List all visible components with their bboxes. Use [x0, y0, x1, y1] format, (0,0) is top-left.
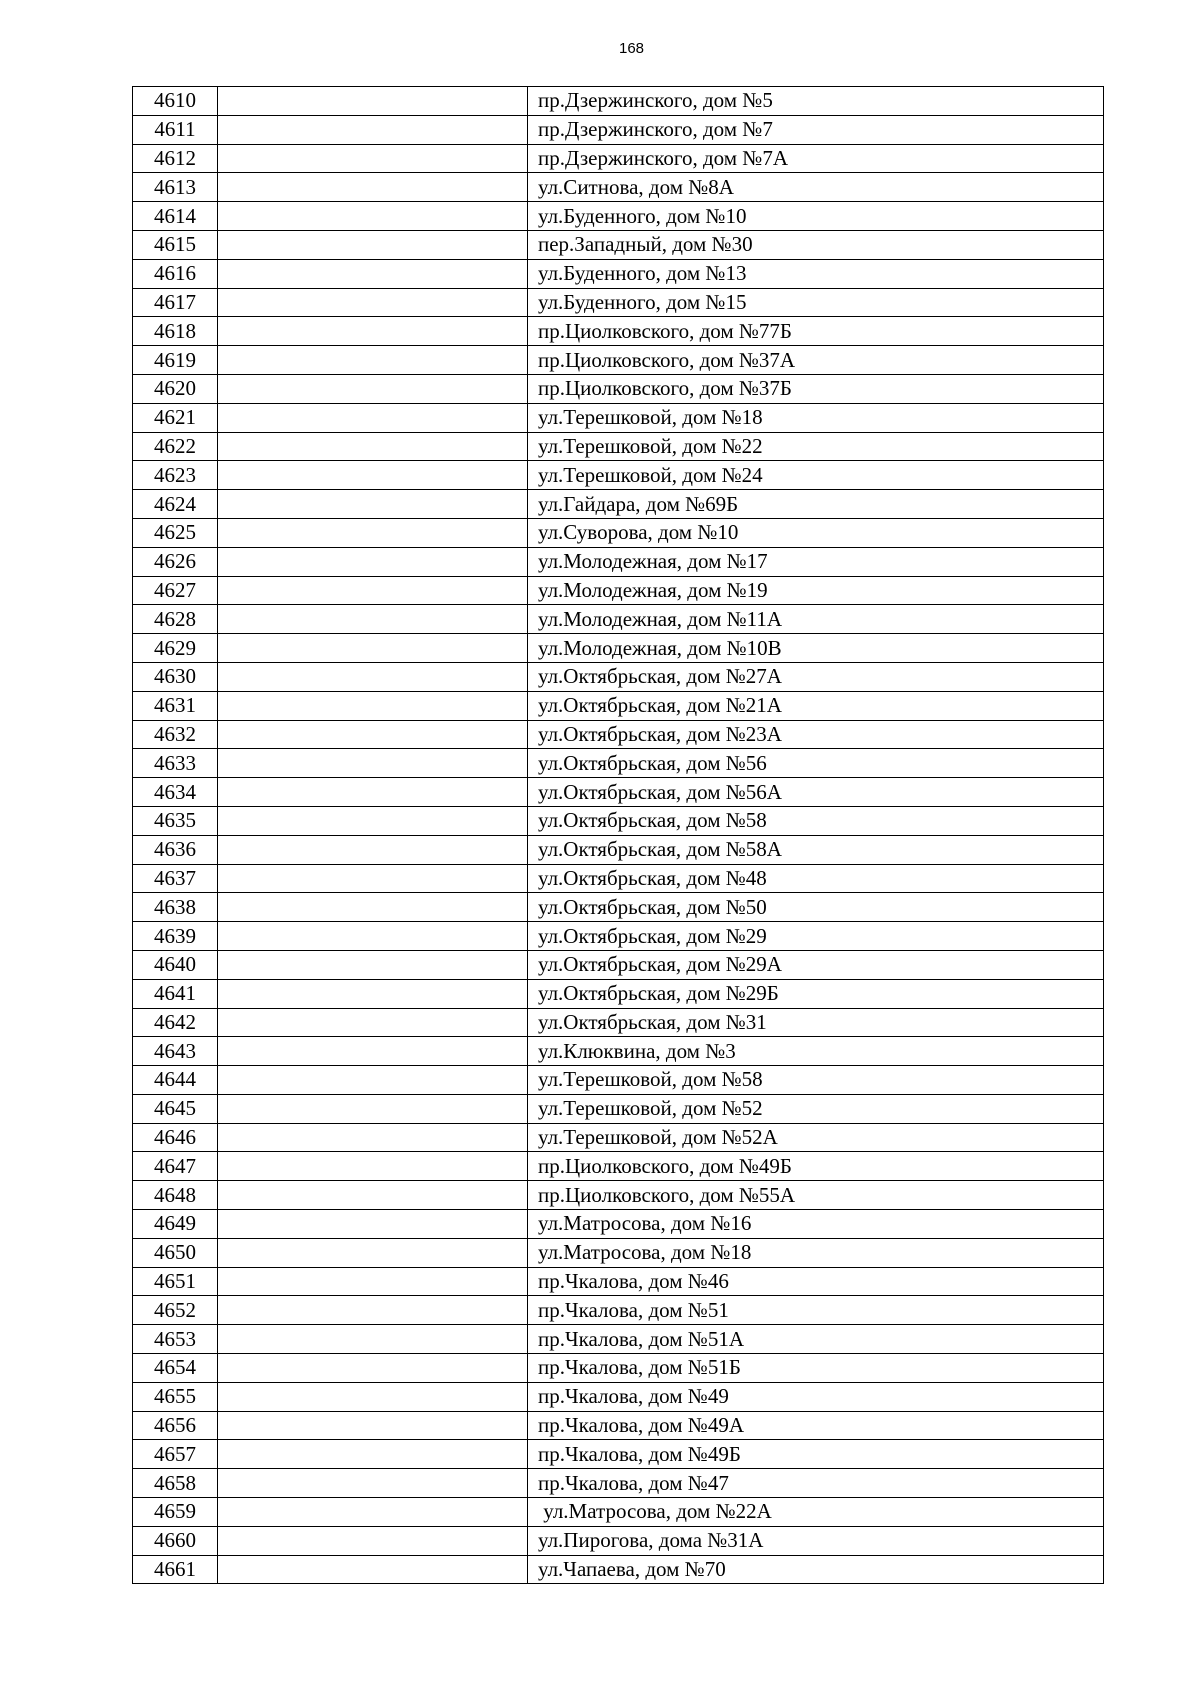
- table-row: [133, 547, 1104, 576]
- row-number: 4614: [133, 202, 218, 231]
- row-number: 4656: [133, 1411, 218, 1440]
- empty-cell: [218, 115, 528, 144]
- empty-cell: [218, 346, 528, 375]
- row-number: 4633: [133, 749, 218, 778]
- address-cell: ул.Матросова, дом №18: [528, 1238, 1104, 1267]
- address-cell: ул.Буденного, дом №10: [528, 202, 1104, 231]
- row-number: 4659: [133, 1498, 218, 1527]
- table-row: [133, 202, 1104, 231]
- row-number: 4615: [133, 230, 218, 259]
- empty-cell: [218, 403, 528, 432]
- table-row: [133, 346, 1104, 375]
- row-number: 4647: [133, 1152, 218, 1181]
- table-row: [133, 979, 1104, 1008]
- address-cell: ул.Ситнова, дом №8А: [528, 173, 1104, 202]
- table-row: [133, 1238, 1104, 1267]
- address-cell: пр.Циолковского, дом №55А: [528, 1181, 1104, 1210]
- address-cell: ул.Октябрьская, дом №48: [528, 864, 1104, 893]
- table-row: [133, 115, 1104, 144]
- table-row: [133, 691, 1104, 720]
- empty-cell: [218, 144, 528, 173]
- row-number: 4648: [133, 1181, 218, 1210]
- address-cell: ул.Суворова, дом №10: [528, 518, 1104, 547]
- row-number: 4654: [133, 1354, 218, 1383]
- row-number: 4661: [133, 1555, 218, 1584]
- row-number: 4610: [133, 87, 218, 116]
- address-cell: ул.Терешковой, дом №52А: [528, 1123, 1104, 1152]
- row-number: 4657: [133, 1440, 218, 1469]
- empty-cell: [218, 1411, 528, 1440]
- table-row: [133, 1354, 1104, 1383]
- address-cell: ул.Октябрьская, дом №29А: [528, 950, 1104, 979]
- empty-cell: [218, 634, 528, 663]
- table-row: [133, 922, 1104, 951]
- table-row: [133, 806, 1104, 835]
- address-cell: пер.Западный, дом №30: [528, 230, 1104, 259]
- row-number: 4628: [133, 605, 218, 634]
- empty-cell: [218, 979, 528, 1008]
- address-cell: пр.Чкалова, дом №46: [528, 1267, 1104, 1296]
- address-cell: ул.Октябрьская, дом №56А: [528, 778, 1104, 807]
- empty-cell: [218, 749, 528, 778]
- address-cell: пр.Циолковского, дом №37А: [528, 346, 1104, 375]
- table-row: [133, 605, 1104, 634]
- table-row: [133, 1181, 1104, 1210]
- row-number: 4630: [133, 662, 218, 691]
- empty-cell: [218, 1382, 528, 1411]
- empty-cell: [218, 1094, 528, 1123]
- row-number: 4616: [133, 259, 218, 288]
- row-number: 4624: [133, 490, 218, 519]
- address-cell: ул.Терешковой, дом №58: [528, 1066, 1104, 1095]
- empty-cell: [218, 950, 528, 979]
- empty-cell: [218, 864, 528, 893]
- table-row: [133, 432, 1104, 461]
- table-row: [133, 173, 1104, 202]
- empty-cell: [218, 893, 528, 922]
- table-row: [133, 1382, 1104, 1411]
- address-cell: пр.Дзержинского, дом №7: [528, 115, 1104, 144]
- address-cell: ул.Пирогова, дома №31А: [528, 1526, 1104, 1555]
- table-row: [133, 1210, 1104, 1239]
- empty-cell: [218, 87, 528, 116]
- empty-cell: [218, 1440, 528, 1469]
- table-row: [133, 1555, 1104, 1584]
- row-number: 4637: [133, 864, 218, 893]
- table-row: [133, 1440, 1104, 1469]
- row-number: 4650: [133, 1238, 218, 1267]
- empty-cell: [218, 662, 528, 691]
- address-cell: ул.Гайдара, дом №69Б: [528, 490, 1104, 519]
- table-row: [133, 1267, 1104, 1296]
- empty-cell: [218, 720, 528, 749]
- empty-cell: [218, 259, 528, 288]
- row-number: 4629: [133, 634, 218, 663]
- row-number: 4632: [133, 720, 218, 749]
- table-row: [133, 720, 1104, 749]
- table-row: [133, 835, 1104, 864]
- empty-cell: [218, 1037, 528, 1066]
- row-number: 4642: [133, 1008, 218, 1037]
- row-number: 4623: [133, 461, 218, 490]
- address-cell: ул.Терешковой, дом №22: [528, 432, 1104, 461]
- table-row: [133, 1296, 1104, 1325]
- row-number: 4622: [133, 432, 218, 461]
- empty-cell: [218, 806, 528, 835]
- table-row: [133, 144, 1104, 173]
- row-number: 4617: [133, 288, 218, 317]
- table-row: [133, 490, 1104, 519]
- empty-cell: [218, 1469, 528, 1498]
- row-number: 4635: [133, 806, 218, 835]
- empty-cell: [218, 317, 528, 346]
- row-number: 4646: [133, 1123, 218, 1152]
- table-row: [133, 634, 1104, 663]
- table-row: [133, 1469, 1104, 1498]
- address-table-body: [133, 87, 1104, 1584]
- empty-cell: [218, 1498, 528, 1527]
- table-row: [133, 317, 1104, 346]
- row-number: 4658: [133, 1469, 218, 1498]
- row-number: 4618: [133, 317, 218, 346]
- table-row: [133, 778, 1104, 807]
- row-number: 4644: [133, 1066, 218, 1095]
- table-row: [133, 1526, 1104, 1555]
- table-row: [133, 1037, 1104, 1066]
- address-cell: пр.Чкалова, дом №51: [528, 1296, 1104, 1325]
- empty-cell: [218, 1181, 528, 1210]
- row-number: 4641: [133, 979, 218, 1008]
- address-cell: ул.Терешковой, дом №18: [528, 403, 1104, 432]
- table-row: [133, 288, 1104, 317]
- row-number: 4638: [133, 893, 218, 922]
- row-number: 4627: [133, 576, 218, 605]
- address-cell: ул.Октябрьская, дом №21А: [528, 691, 1104, 720]
- empty-cell: [218, 1526, 528, 1555]
- row-number: 4625: [133, 518, 218, 547]
- address-cell: пр.Циолковского, дом №37Б: [528, 374, 1104, 403]
- empty-cell: [218, 1238, 528, 1267]
- empty-cell: [218, 461, 528, 490]
- row-number: 4639: [133, 922, 218, 951]
- row-number: 4621: [133, 403, 218, 432]
- address-cell: ул.Молодежная, дом №11А: [528, 605, 1104, 634]
- table-row: [133, 864, 1104, 893]
- address-cell: ул.Молодежная, дом №10В: [528, 634, 1104, 663]
- address-cell: пр.Чкалова, дом №51А: [528, 1325, 1104, 1354]
- empty-cell: [218, 778, 528, 807]
- table-row: [133, 1123, 1104, 1152]
- table-row: [133, 662, 1104, 691]
- empty-cell: [218, 1066, 528, 1095]
- row-number: 4611: [133, 115, 218, 144]
- table-row: [133, 518, 1104, 547]
- address-cell: ул.Буденного, дом №15: [528, 288, 1104, 317]
- address-cell: пр.Циолковского, дом №49Б: [528, 1152, 1104, 1181]
- empty-cell: [218, 432, 528, 461]
- row-number: 4651: [133, 1267, 218, 1296]
- empty-cell: [218, 605, 528, 634]
- address-cell: ул.Октябрьская, дом №58: [528, 806, 1104, 835]
- address-cell: пр.Чкалова, дом №49: [528, 1382, 1104, 1411]
- address-cell: ул.Октябрьская, дом №50: [528, 893, 1104, 922]
- empty-cell: [218, 1008, 528, 1037]
- address-cell: ул.Клюквина, дом №3: [528, 1037, 1104, 1066]
- empty-cell: [218, 835, 528, 864]
- empty-cell: [218, 1354, 528, 1383]
- table-row: [133, 1152, 1104, 1181]
- table-row: [133, 893, 1104, 922]
- address-cell: ул.Октябрьская, дом №23А: [528, 720, 1104, 749]
- row-number: 4626: [133, 547, 218, 576]
- empty-cell: [218, 1152, 528, 1181]
- row-number: 4655: [133, 1382, 218, 1411]
- empty-cell: [218, 922, 528, 951]
- address-cell: пр.Чкалова, дом №47: [528, 1469, 1104, 1498]
- address-cell: пр.Чкалова, дом №49А: [528, 1411, 1104, 1440]
- address-cell: ул.Октябрьская, дом №58А: [528, 835, 1104, 864]
- address-cell: ул.Терешковой, дом №52: [528, 1094, 1104, 1123]
- address-cell: пр.Циолковского, дом №77Б: [528, 317, 1104, 346]
- address-cell: пр.Чкалова, дом №49Б: [528, 1440, 1104, 1469]
- address-cell: ул.Октябрьская, дом №29: [528, 922, 1104, 951]
- table-row: [133, 259, 1104, 288]
- empty-cell: [218, 230, 528, 259]
- row-number: 4645: [133, 1094, 218, 1123]
- table-row: [133, 576, 1104, 605]
- table-row: [133, 1066, 1104, 1095]
- table-row: [133, 230, 1104, 259]
- address-cell: ул.Молодежная, дом №19: [528, 576, 1104, 605]
- empty-cell: [218, 202, 528, 231]
- table-row: [133, 1008, 1104, 1037]
- empty-cell: [218, 547, 528, 576]
- address-cell: пр.Чкалова, дом №51Б: [528, 1354, 1104, 1383]
- address-cell: ул.Октябрьская, дом №27А: [528, 662, 1104, 691]
- address-cell: пр.Дзержинского, дом №5: [528, 87, 1104, 116]
- address-cell: пр.Дзержинского, дом №7А: [528, 144, 1104, 173]
- address-cell: ул.Октябрьская, дом №29Б: [528, 979, 1104, 1008]
- address-cell: ул.Матросова, дом №22А: [528, 1498, 1104, 1527]
- table-row: [133, 749, 1104, 778]
- empty-cell: [218, 1555, 528, 1584]
- row-number: 4636: [133, 835, 218, 864]
- empty-cell: [218, 576, 528, 605]
- address-table: [132, 86, 1104, 1584]
- address-cell: ул.Буденного, дом №13: [528, 259, 1104, 288]
- row-number: 4643: [133, 1037, 218, 1066]
- empty-cell: [218, 1123, 528, 1152]
- address-cell: ул.Молодежная, дом №17: [528, 547, 1104, 576]
- address-cell: ул.Матросова, дом №16: [528, 1210, 1104, 1239]
- table-row: [133, 1411, 1104, 1440]
- row-number: 4612: [133, 144, 218, 173]
- row-number: 4660: [133, 1526, 218, 1555]
- empty-cell: [218, 173, 528, 202]
- page-number: 168: [618, 40, 645, 57]
- empty-cell: [218, 1210, 528, 1239]
- empty-cell: [218, 1325, 528, 1354]
- row-number: 4652: [133, 1296, 218, 1325]
- row-number: 4631: [133, 691, 218, 720]
- address-cell: ул.Терешковой, дом №24: [528, 461, 1104, 490]
- table-row: [133, 374, 1104, 403]
- address-cell: ул.Октябрьская, дом №56: [528, 749, 1104, 778]
- empty-cell: [218, 490, 528, 519]
- table-row: [133, 1325, 1104, 1354]
- table-row: [133, 1498, 1104, 1527]
- table-row: [133, 1094, 1104, 1123]
- empty-cell: [218, 518, 528, 547]
- empty-cell: [218, 691, 528, 720]
- row-number: 4653: [133, 1325, 218, 1354]
- empty-cell: [218, 374, 528, 403]
- address-cell: ул.Октябрьская, дом №31: [528, 1008, 1104, 1037]
- row-number: 4634: [133, 778, 218, 807]
- row-number: 4620: [133, 374, 218, 403]
- empty-cell: [218, 1296, 528, 1325]
- empty-cell: [218, 1267, 528, 1296]
- table-row: [133, 403, 1104, 432]
- row-number: 4613: [133, 173, 218, 202]
- table-row: [133, 950, 1104, 979]
- row-number: 4640: [133, 950, 218, 979]
- row-number: 4619: [133, 346, 218, 375]
- address-cell: ул.Чапаева, дом №70: [528, 1555, 1104, 1584]
- empty-cell: [218, 288, 528, 317]
- table-row: [133, 461, 1104, 490]
- table-row: [133, 87, 1104, 116]
- row-number: 4649: [133, 1210, 218, 1239]
